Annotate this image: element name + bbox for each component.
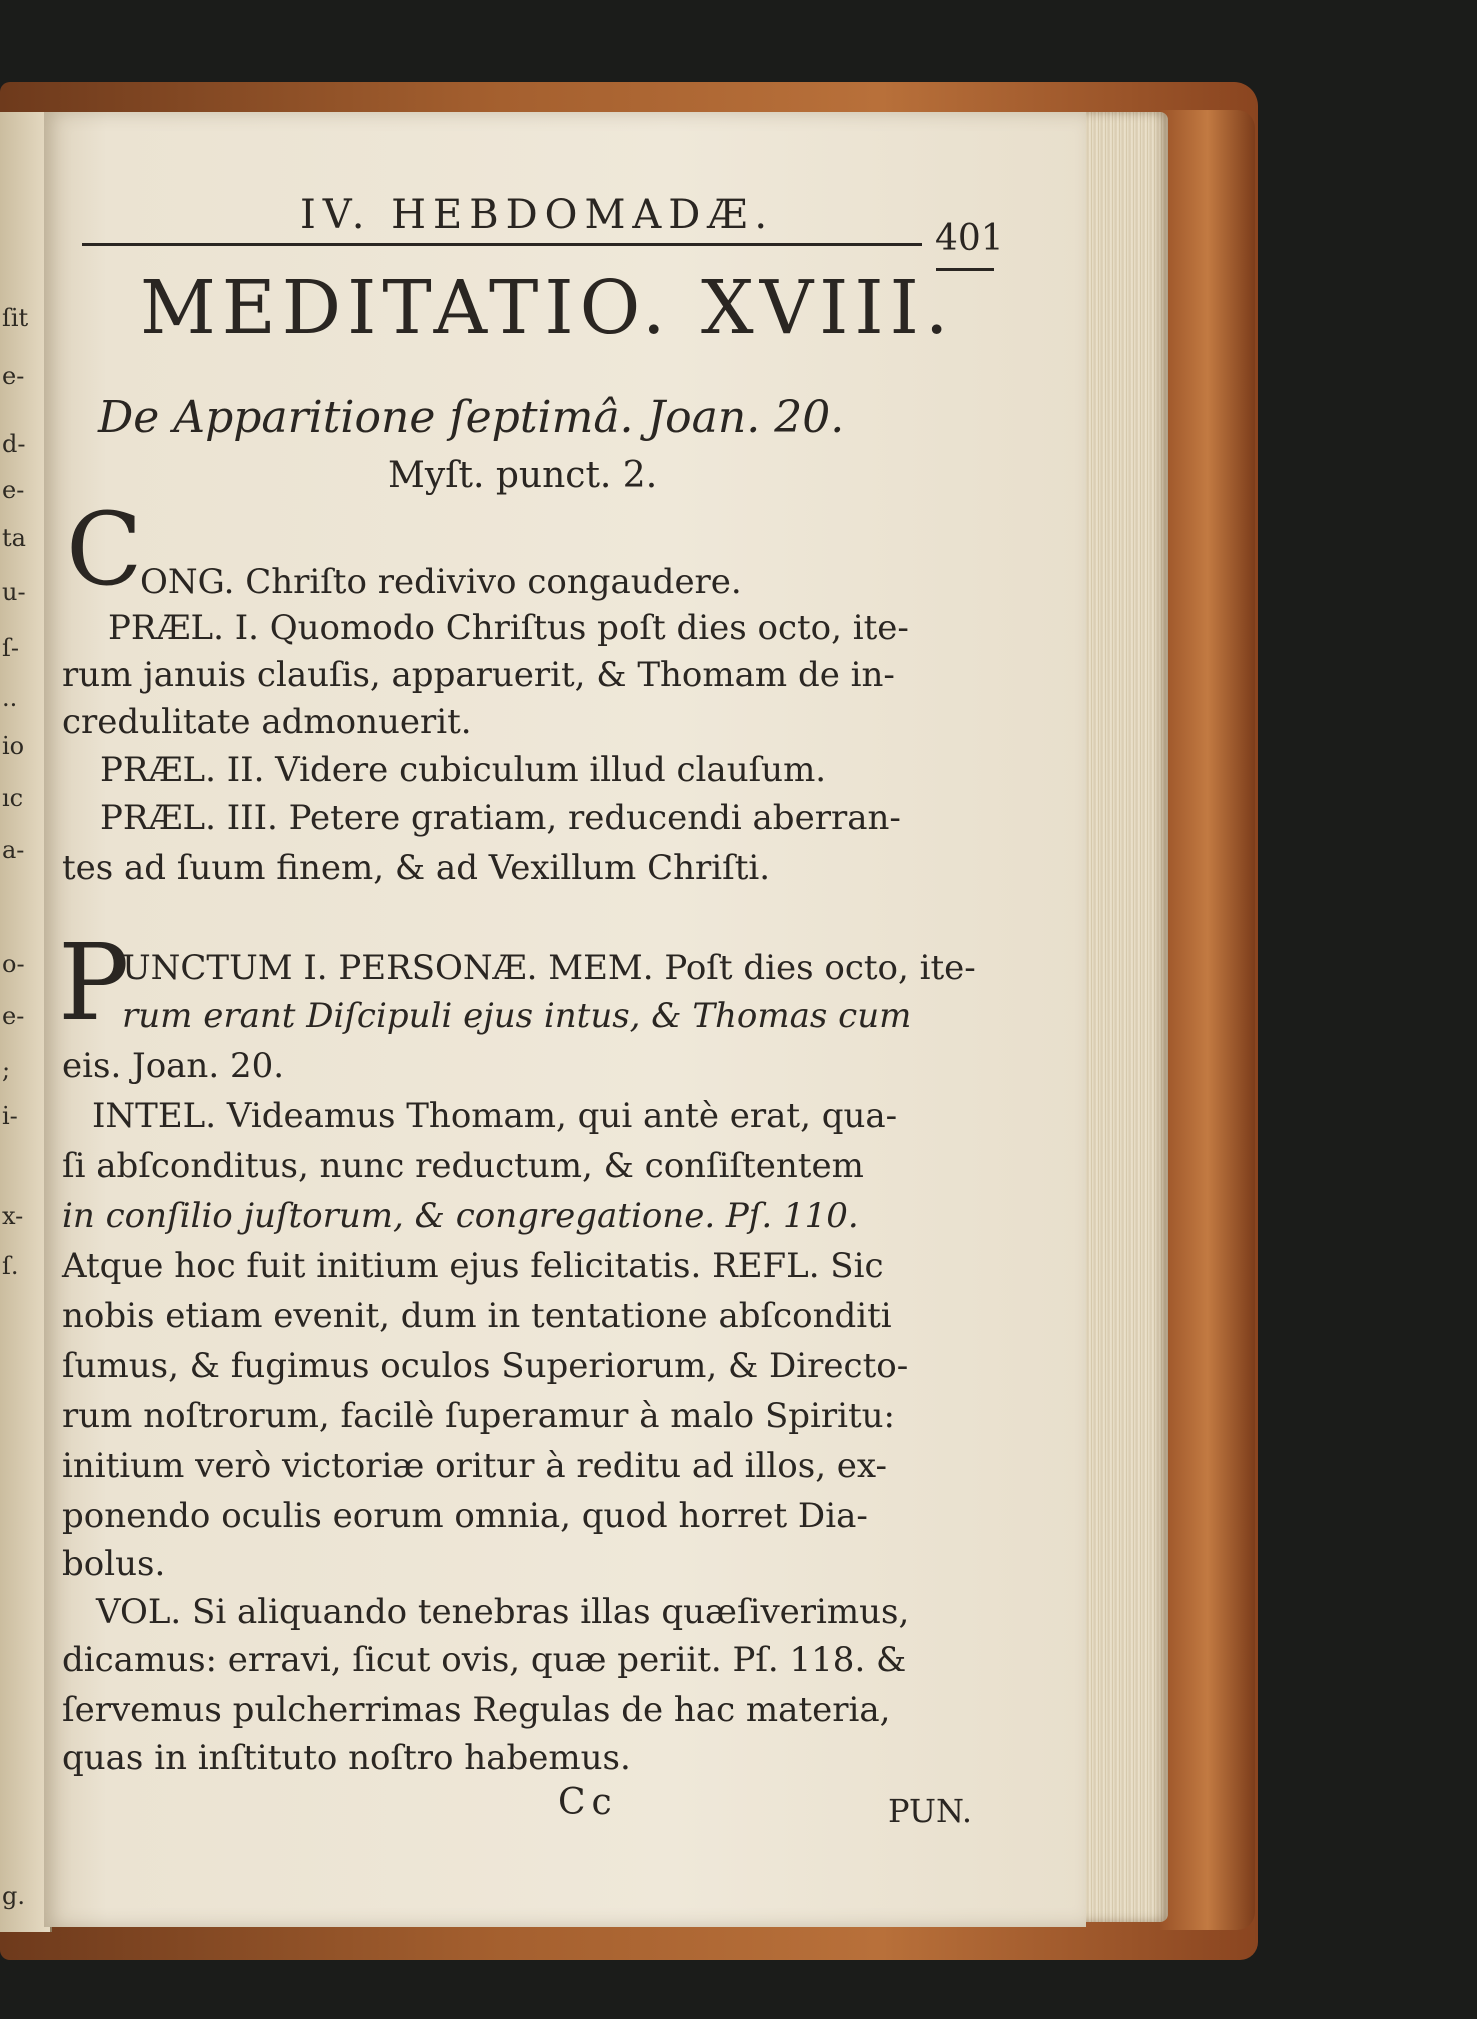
drop-cap-c: C xyxy=(66,491,143,608)
punctum-line: ſi abſconditus, nunc reductum, & conſiſtentem xyxy=(62,1146,864,1186)
margin-fragment: ; xyxy=(2,1056,11,1084)
margin-fragment: x- xyxy=(2,1202,24,1230)
running-head: IV. HEBDOMADÆ. xyxy=(300,192,775,238)
margin-fragment: g. xyxy=(2,1882,25,1910)
margin-fragment: e- xyxy=(2,476,25,504)
meditation-title: MEDITATIO. XVIII. xyxy=(140,265,955,351)
signature-mark: Cc xyxy=(558,1782,618,1823)
punctum-line: ſervemus pulcherrimas Regulas de hac materia, xyxy=(62,1690,891,1730)
prelude-line: PRÆL. I. Quomodo Chriſtus poſt dies octo, ite- xyxy=(108,608,909,648)
margin-fragment: a- xyxy=(2,836,25,864)
margin-fragment: d- xyxy=(2,430,26,458)
prelude-line: PRÆL. III. Petere gratiam, reducendi aberran- xyxy=(100,798,901,838)
header-rule xyxy=(82,243,922,246)
prelude-line: ONG. Chriſto redivivo congaudere. xyxy=(140,562,742,602)
punctum-line: UNCTUM I. PERSONÆ. MEM. Poſt dies octo, ite- xyxy=(122,948,976,988)
page-number: 401 xyxy=(935,218,1004,259)
margin-fragment: e- xyxy=(2,1002,25,1030)
meditation-reference: Myſt. punct. 2. xyxy=(388,455,658,496)
punctum-line: Atque hoc fuit initium ejus felicitatis. REFL. Sic xyxy=(62,1246,884,1286)
punctum-line: ſumus, & fugimus oculos Superiorum, & Directo- xyxy=(62,1346,909,1386)
margin-fragment: ta xyxy=(2,524,26,552)
meditation-subtitle: De Apparitione ſeptimâ. Joan. 20. xyxy=(98,392,845,443)
prelude-line: PRÆL. II. Videre cubiculum illud clauſum. xyxy=(100,750,827,790)
margin-fragment: ſit xyxy=(2,304,29,332)
page-block-edges xyxy=(1078,112,1168,1922)
margin-fragment: ıc xyxy=(2,784,24,812)
margin-fragment: i- xyxy=(2,1102,18,1130)
cover-edge xyxy=(1160,110,1255,1930)
punctum-line: nobis etiam evenit, dum in tentatione abſconditi xyxy=(62,1296,892,1336)
prelude-line: tes ad ſuum finem, & ad Vexillum Chriſti. xyxy=(62,848,771,888)
punctum-line: VOL. Si aliquando tenebras illas quæſiverimus, xyxy=(96,1592,910,1632)
margin-fragment: u- xyxy=(2,578,26,606)
punctum-line: rum erant Diſcipuli ejus intus, & Thomas cum xyxy=(122,996,912,1036)
punctum-line: ponendo oculis eorum omnia, quod horret Dia- xyxy=(62,1496,868,1536)
punctum-line: quas in inſtituto noſtro habemus. xyxy=(62,1738,631,1778)
margin-fragment: io xyxy=(2,732,25,760)
margin-fragment: ſ- xyxy=(2,634,19,662)
punctum-line: bolus. xyxy=(62,1544,166,1584)
margin-fragment: o- xyxy=(2,950,25,978)
prelude-line: rum januis clauſis, apparuerit, & Thomam de in- xyxy=(62,655,895,695)
punctum-line: INTEL. Videamus Thomam, qui antè erat, qua- xyxy=(92,1096,898,1136)
margin-fragment: e- xyxy=(2,362,25,390)
margin-fragment: .. xyxy=(2,684,18,712)
punctum-line: rum noſtrorum, facilè ſuperamur à malo Spiritu: xyxy=(62,1396,896,1436)
drop-cap-p: P xyxy=(58,921,130,1044)
punctum-line: eis. Joan. 20. xyxy=(62,1046,285,1086)
punctum-line: dicamus: erravi, ſicut ovis, quæ periit. Pſ. 118. & xyxy=(62,1640,907,1680)
margin-fragment: ſ. xyxy=(2,1252,19,1280)
punctum-line: in conſilio juſtorum, & congregatione. Pſ. 110. xyxy=(62,1196,859,1236)
punctum-line: initium verò victoriæ oritur à reditu ad illos, ex- xyxy=(62,1446,887,1486)
prelude-line: credulitate admonuerit. xyxy=(62,702,472,742)
catchword: PUN. xyxy=(888,1792,973,1830)
